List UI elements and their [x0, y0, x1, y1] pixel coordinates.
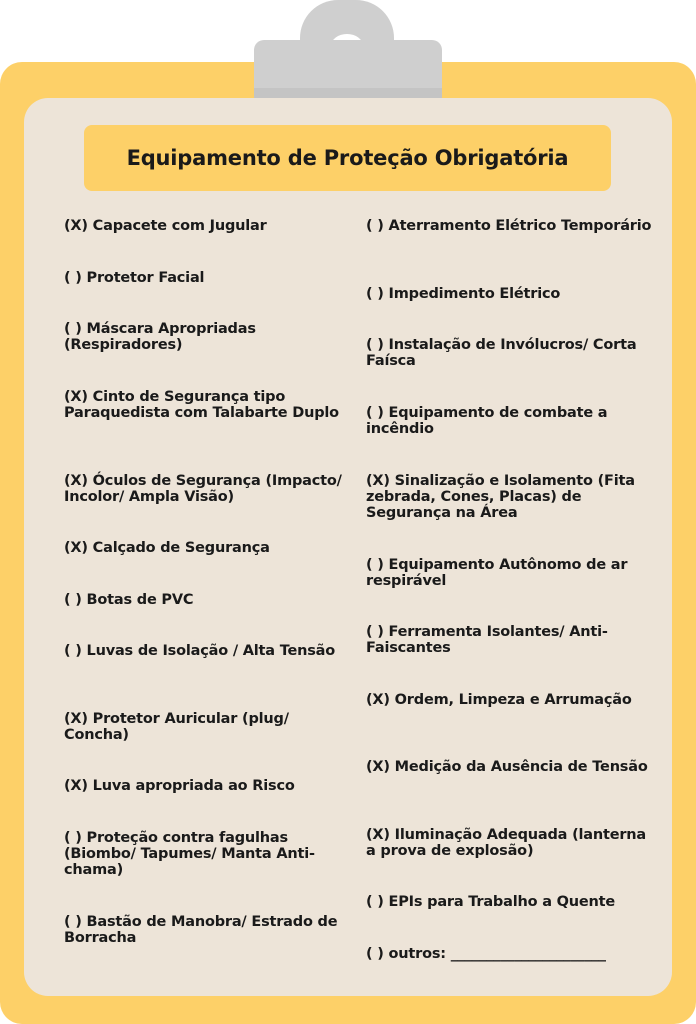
checklist-item: ( ) Impedimento Elétrico — [366, 286, 561, 302]
checklist-item: ( ) Equipamento de combate a incêndio — [366, 405, 608, 437]
checklist-item: ( ) Equipamento Autônomo de ar respirável — [366, 557, 628, 589]
checklist-item: (X) Cinto de Segurança tipo Paraquedista com Talabarte Duplo — [64, 389, 339, 421]
checklist-item: ( ) Bastão de Manobra/ Estrado de Borracha — [64, 914, 338, 946]
checklist-item: ( ) Aterramento Elétrico Temporário — [366, 218, 652, 234]
checklist-item: (X) Protetor Auricular (plug/ Concha) — [64, 711, 289, 743]
checklist-item: (X) Capacete com Jugular — [64, 218, 267, 234]
checklist-item: ( ) EPIs para Trabalho a Quente — [366, 894, 616, 910]
checklist-item: ( ) Botas de PVC — [64, 592, 194, 608]
checklist-item: (X) Iluminação Adequada (lanterna a prova de explosão) — [366, 827, 647, 859]
checklist-item: ( ) Máscara Apropriadas (Respiradores) — [64, 321, 256, 353]
checklist-item: (X) Luva apropriada ao Risco — [64, 778, 295, 794]
checklist-item: ( ) outros: ______________________ — [366, 946, 606, 962]
checklist-item: ( ) Proteção contra fagulhas (Biombo/ Tapumes/ Manta Anti-chama) — [64, 830, 315, 878]
checklist-item: (X) Ordem, Limpeza e Arrumação — [366, 692, 632, 708]
checklist-item: ( ) Ferramenta Isolantes/ Anti-Faiscantes — [366, 624, 608, 656]
title-banner — [84, 125, 611, 191]
checklist-item: ( ) Luvas de Isolação / Alta Tensão — [64, 643, 336, 659]
checklist-item: ( ) Instalação de Invólucros/ Corta Faísca — [366, 337, 637, 369]
checklist-item: ( ) Protetor Facial — [64, 270, 205, 286]
checklist-item: (X) Óculos de Segurança (Impacto/ Incolor/ Ampla Visão) — [64, 473, 342, 505]
checklist-item: (X) Medição da Ausência de Tensão — [366, 759, 648, 775]
checklist-item: (X) Calçado de Segurança — [64, 540, 270, 556]
checklist-item: (X) Sinalização e Isolamento (Fita zebrada, Cones, Placas) de Segurança na Área — [366, 473, 635, 521]
page-title: Equipamento de Proteção Obrigatória — [126, 146, 569, 170]
